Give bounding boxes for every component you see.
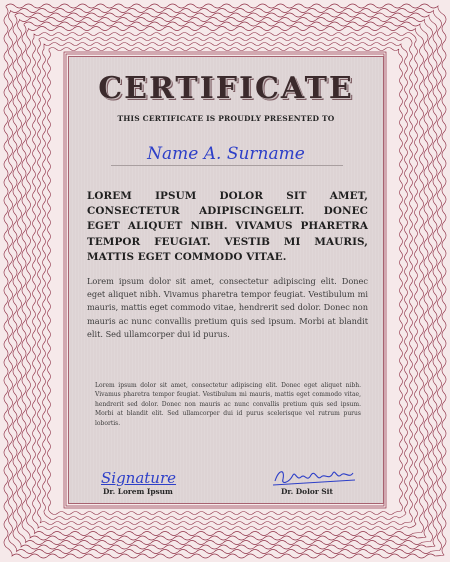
signature-right-label: Dr. Dolor Sit <box>281 487 333 496</box>
name-underline <box>111 165 343 166</box>
recipient-name: Name A. Surname <box>147 144 305 164</box>
bold-paragraph: LOREM IPSUM DOLOR SIT AMET, CONSECTETUR ADIPISCINGELIT. DONEC EGET ALIQUET NIBH. VIVAMUS PHARETRA TEMPOR FEUGIAT. VESTIB MI MAURIS, MATTIS EGET COMMODO VITAE. <box>87 190 368 263</box>
body-paragraph: Lorem ipsum dolor sit amet, consectetur adipiscing elit. Donec eget aliquet nibh. Vivamus pharetra tempor feugiat. Vestibulum mi mauris, mattis eget commodo vitae, hendrerit sed dolor. Donec non mauris ac nunc convallis pretium quis sed ipsum. Morbi at blandit elit. Sed ullamcorper dui id purus. <box>87 276 368 339</box>
fine-print-paragraph: Lorem ipsum dolor sit amet, consectetur adipiscing elit. Donec eget aliquet nibh. Vivamus pharetra tempor feugiat. Vestibulum mi mauris, mattis eget commodo vitae, hendrerit sed dolor. Donec non mauris ac nunc convallis pretium quis sed ipsum. Morbi at blandit elit. Sed ullamcorper dui id purus scelerisque vel rutrum purus lobortis. <box>95 382 361 427</box>
certificate-panel <box>68 56 384 504</box>
signature-right-scribble <box>271 463 357 489</box>
presented-to-subtitle: THIS CERTIFICATE IS PROUDLY PRESENTED TO <box>117 114 335 123</box>
signature-left-label: Dr. Lorem Ipsum <box>103 487 173 496</box>
certificate-title: CERTIFICATE <box>98 71 354 106</box>
signature-left-script: Signature <box>101 469 177 487</box>
